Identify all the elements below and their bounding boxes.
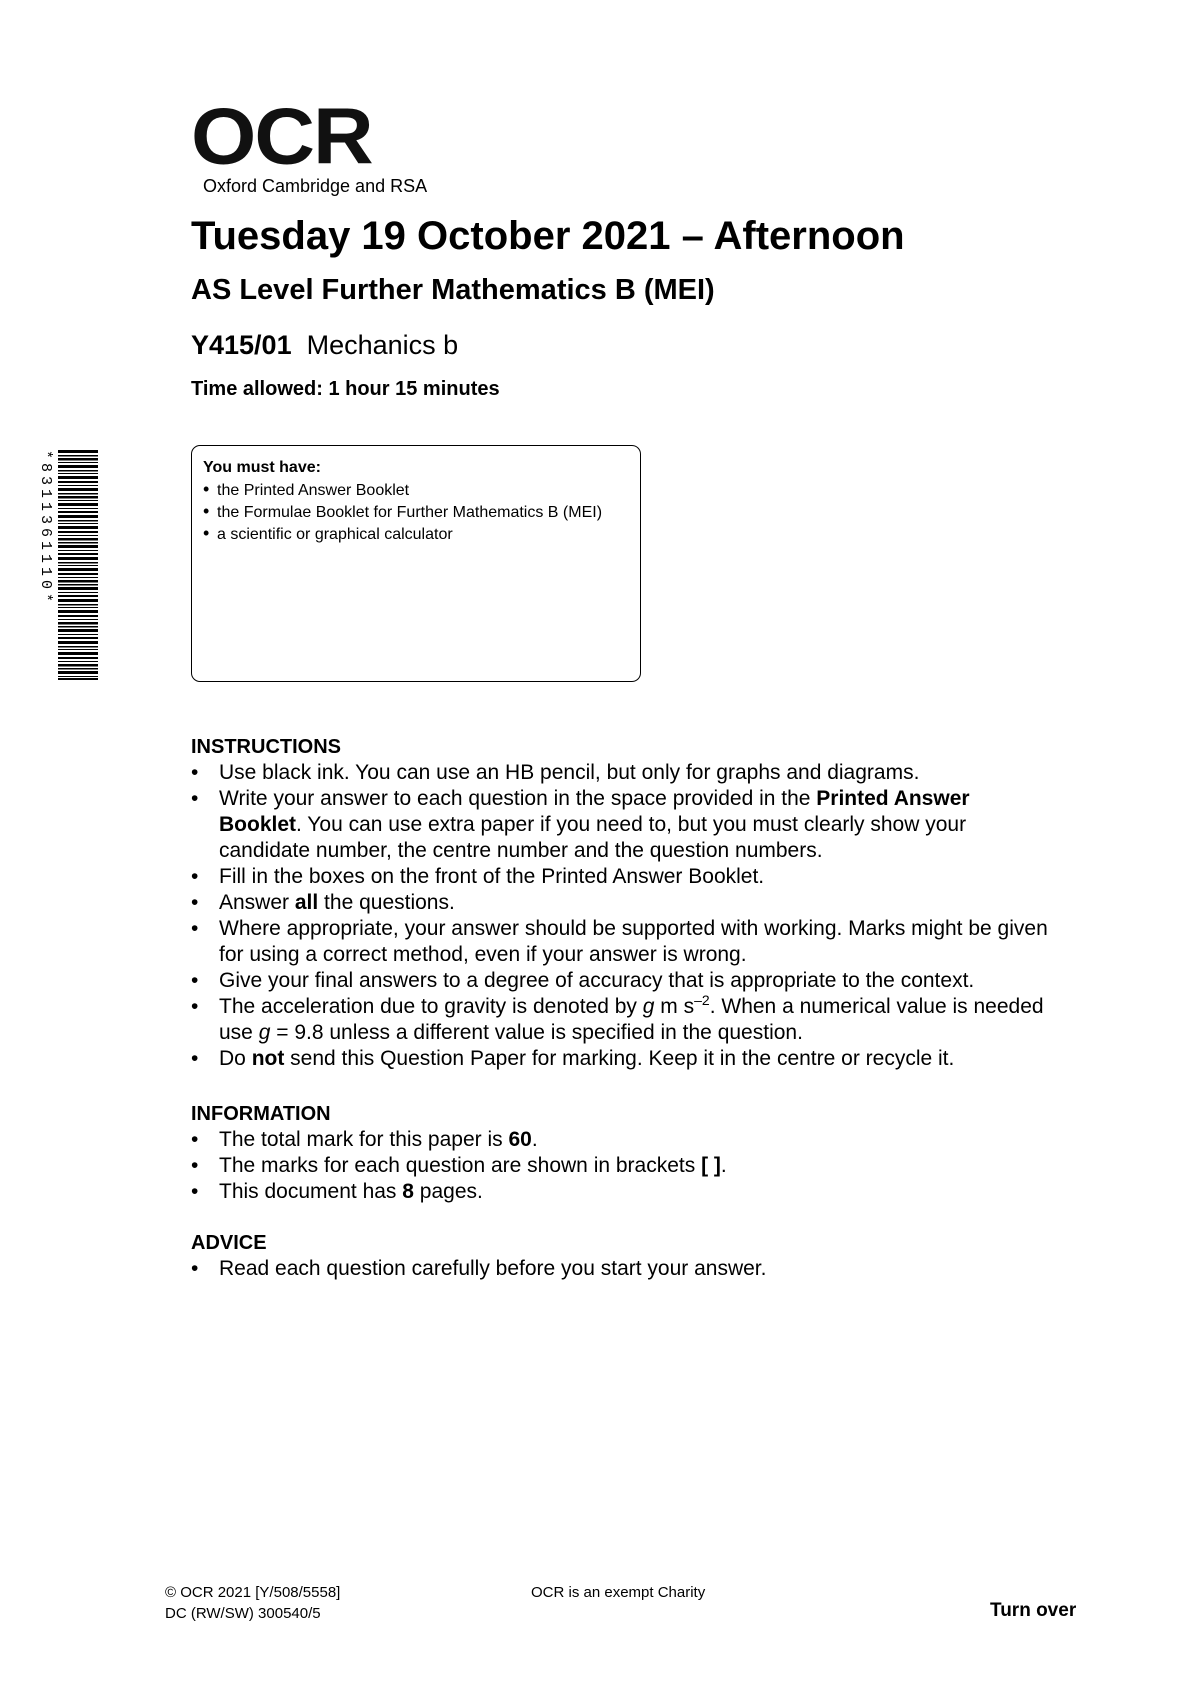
must-have-list — [203, 480, 628, 546]
information-list — [191, 1127, 1049, 1205]
advice-list — [191, 1256, 1049, 1282]
instruction-item: • Write your answer to each question in the space provided in the Printed Answer Booklet. You can use extra paper if you need to, but you must clearly show your candidate number, the centre number and the question numbers. — [191, 786, 1049, 864]
advice-section — [191, 1230, 1049, 1282]
unit-code: Y415/01 — [191, 330, 292, 360]
information-item: • The total mark for this paper is 60. — [191, 1127, 1049, 1153]
must-have-box — [191, 445, 641, 682]
barcode-number: *8311361110* — [37, 450, 54, 607]
instruction-item: • The acceleration due to gravity is denoted by g m $s^{-2}$. When a numerical value is needed use g = 9.8 unless a different value is specified in the question. — [191, 994, 1049, 1046]
logo-subtitle: Oxford Cambridge and RSA — [203, 176, 428, 196]
barcode-icon — [58, 450, 98, 680]
instruction-item: • Answer all the questions. — [191, 890, 1049, 916]
qualification-title: AS Level Further Mathematics B (MEI) — [191, 274, 715, 306]
instruction-item: • Use black ink. You can use an HB pencil, but only for graphs and diagrams. — [191, 760, 1049, 786]
unit-line — [191, 329, 458, 361]
unit-title: Mechanics b — [306, 330, 459, 360]
exam-date: Tuesday 19 October 2021 – Afternoon — [191, 214, 905, 258]
ocr-logo: OCR — [191, 91, 372, 181]
time-allowed: Time allowed: 1 hour 15 minutes — [191, 378, 500, 400]
instruction-item: • Give your final answers to a degree of accuracy that is appropriate to the context. — [191, 968, 1049, 994]
information-heading: INFORMATION — [191, 1103, 331, 1125]
footer-copyright: © OCR 2021 [Y/508/5558] — [165, 1584, 341, 1601]
information-item: • This document has 8 pages. — [191, 1179, 1049, 1205]
instruction-item: • Where appropriate, your answer should be supported with working. Marks might be given for using a correct method, even if your answer is wrong. — [191, 916, 1049, 968]
must-have-item: • the Printed Answer Booklet — [203, 480, 628, 502]
instructions-section — [191, 734, 1049, 1072]
instructions-list — [191, 760, 1049, 1072]
advice-item: • Read each question carefully before you start your answer. — [191, 1256, 1049, 1282]
footer-code: DC (RW/SW) 300540/5 — [165, 1605, 321, 1622]
instructions-heading: INSTRUCTIONS — [191, 736, 341, 758]
information-item: • The marks for each question are shown in brackets [ ]. — [191, 1153, 1049, 1179]
must-have-title: You must have: — [203, 459, 321, 476]
instruction-item: • Do not send this Question Paper for marking. Keep it in the centre or recycle it. — [191, 1046, 1049, 1072]
instruction-item: • Fill in the boxes on the front of the Printed Answer Booklet. — [191, 864, 1049, 890]
must-have-item: • a scientific or graphical calculator — [203, 524, 628, 546]
turn-over-label: Turn over — [990, 1600, 1077, 1621]
must-have-item: • the Formulae Booklet for Further Mathematics B (MEI) — [203, 502, 628, 524]
footer-charity: OCR is an exempt Charity — [531, 1584, 706, 1601]
advice-heading: ADVICE — [191, 1232, 267, 1254]
information-section — [191, 1101, 1049, 1205]
